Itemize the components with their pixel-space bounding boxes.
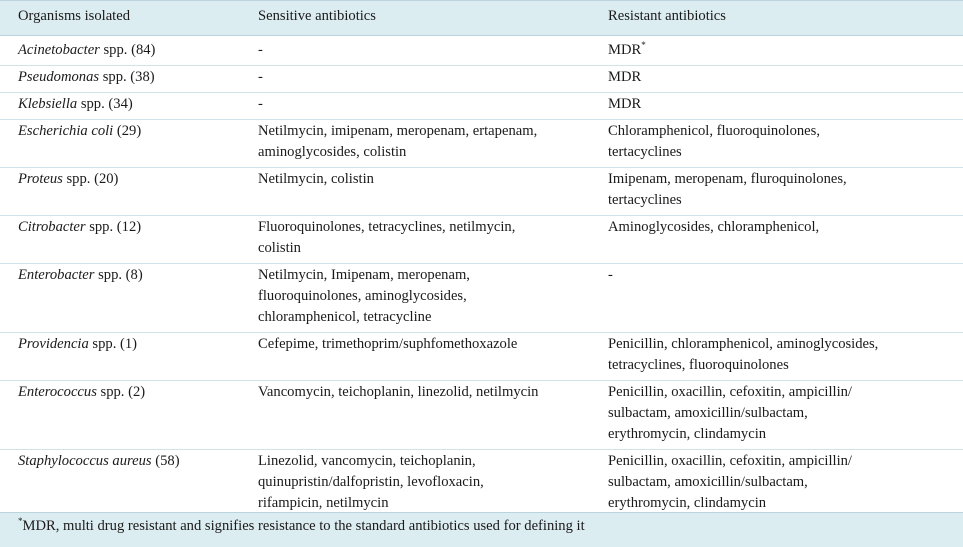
sensitive-cell xyxy=(246,93,596,120)
sensitive-line: rifampicin, netilmycin xyxy=(258,495,389,511)
organism-count: spp. (34) xyxy=(77,96,133,112)
sensitive-line: Cefepime, trimethoprim/suphfomethoxazole xyxy=(258,336,518,352)
resistant-line xyxy=(608,94,957,115)
organism-name: Acinetobacter xyxy=(18,42,100,58)
sensitive-line: aminoglycosides, colistin xyxy=(258,144,407,160)
sensitive-cell xyxy=(246,168,596,216)
organism-name: Staphylococcus aureus xyxy=(18,453,152,469)
sensitive-line: Fluoroquinolones, tetracyclines, netilmycin, xyxy=(258,219,516,235)
organism-cell xyxy=(0,381,246,450)
resistant-line xyxy=(608,493,957,514)
sensitive-line: quinupristin/dalfopristin, levofloxacin, xyxy=(258,474,484,490)
resistant-text: Penicillin, oxacillin, cefoxitin, ampicillin/ xyxy=(608,384,852,400)
organism-count: spp. (8) xyxy=(94,267,143,283)
organism-name: Enterococcus xyxy=(18,384,97,400)
header-row xyxy=(0,1,963,36)
resistant-cell xyxy=(596,264,963,333)
resistant-cell xyxy=(596,333,963,381)
resistant-line xyxy=(608,382,957,403)
resistant-text: - xyxy=(608,267,613,283)
table-header xyxy=(0,1,963,36)
organism-name: Pseudomonas xyxy=(18,69,100,85)
footnote-text: MDR, multi drug resistant and signifies resistance to the standard antibiotics used for defining it xyxy=(22,518,585,534)
table-row xyxy=(0,93,963,120)
sensitive-cell xyxy=(246,264,596,333)
resistant-cell xyxy=(596,93,963,120)
table-row xyxy=(0,264,963,333)
sensitive-line: Netilmycin, colistin xyxy=(258,171,374,187)
table-row xyxy=(0,216,963,264)
organism-name: Escherichia coli xyxy=(18,123,114,139)
resistant-text: sulbactam, amoxicillin/sulbactam, xyxy=(608,474,808,490)
resistant-text: Penicillin, chloramphenicol, aminoglycosides, xyxy=(608,336,879,352)
sensitive-cell xyxy=(246,120,596,168)
resistant-line xyxy=(608,169,957,190)
mdr-footnote-marker: * xyxy=(641,40,646,51)
organism-name: Citrobacter xyxy=(18,219,86,235)
resistant-line xyxy=(608,40,957,61)
resistant-cell xyxy=(596,66,963,93)
sensitive-line: Netilmycin, Imipenam, meropenam, xyxy=(258,267,470,283)
organism-name: Enterobacter xyxy=(18,267,95,283)
resistant-cell xyxy=(596,450,963,519)
resistant-text: Aminoglycosides, chloramphenicol, xyxy=(608,219,820,235)
table-row xyxy=(0,381,963,450)
footnote-marker: * xyxy=(18,516,23,527)
resistant-text: Imipenam, meropenam, fluroquinolones, xyxy=(608,171,847,187)
table-row xyxy=(0,168,963,216)
resistant-line xyxy=(608,451,957,472)
organism-name: Providencia xyxy=(18,336,89,352)
resistant-line xyxy=(608,265,957,286)
resistant-cell xyxy=(596,168,963,216)
sensitive-line: fluoroquinolones, aminoglycosides, xyxy=(258,288,467,304)
sensitive-line: - xyxy=(258,42,263,58)
table-row xyxy=(0,120,963,168)
resistant-cell xyxy=(596,36,963,66)
resistant-text: tertacyclines xyxy=(608,192,682,208)
organism-cell xyxy=(0,93,246,120)
header-sensitive: Sensitive antibiotics xyxy=(246,1,596,36)
resistant-text: MDR xyxy=(608,69,642,85)
header-organisms: Organisms isolated xyxy=(0,1,246,36)
resistant-line xyxy=(608,142,957,163)
sensitive-line: chloramphenicol, tetracycline xyxy=(258,309,432,325)
resistant-line xyxy=(608,217,957,238)
organism-cell xyxy=(0,450,246,519)
resistant-text: Chloramphenicol, fluoroquinolones, xyxy=(608,123,820,139)
organism-count: (58) xyxy=(151,453,180,469)
sensitive-cell xyxy=(246,66,596,93)
organism-count: spp. (84) xyxy=(99,42,156,58)
resistant-cell xyxy=(596,381,963,450)
header-resistant: Resistant antibiotics xyxy=(596,1,963,36)
sensitive-cell xyxy=(246,216,596,264)
organism-cell xyxy=(0,333,246,381)
organism-cell xyxy=(0,216,246,264)
organism-count: spp. (20) xyxy=(62,171,119,187)
organism-count: spp. (12) xyxy=(85,219,142,235)
sensitive-line: - xyxy=(258,96,263,112)
organism-name: Klebsiella xyxy=(18,96,78,112)
organism-cell xyxy=(0,36,246,66)
organism-count: (29) xyxy=(113,123,142,139)
organism-cell xyxy=(0,66,246,93)
organism-count: spp. (1) xyxy=(88,336,138,352)
organism-name: Proteus xyxy=(18,171,63,187)
organism-cell xyxy=(0,120,246,168)
sensitive-cell xyxy=(246,36,596,66)
resistant-text: erythromycin, clindamycin xyxy=(608,495,767,511)
resistant-line xyxy=(608,424,957,445)
resistant-line xyxy=(608,121,957,142)
resistant-line xyxy=(608,355,957,376)
resistant-text: Penicillin, oxacillin, cefoxitin, ampicillin/ xyxy=(608,453,852,469)
resistant-text: sulbactam, amoxicillin/sulbactam, xyxy=(608,405,808,421)
resistant-text: MDR xyxy=(608,42,642,58)
table-row xyxy=(0,450,963,519)
resistant-line xyxy=(608,334,957,355)
resistant-line xyxy=(608,67,957,88)
table-row xyxy=(0,333,963,381)
sensitive-cell xyxy=(246,333,596,381)
organism-cell xyxy=(0,168,246,216)
sensitive-line: - xyxy=(258,69,263,85)
sensitive-line: Linezolid, vancomycin, teichoplanin, xyxy=(258,453,476,469)
resistant-text: erythromycin, clindamycin xyxy=(608,426,767,442)
sensitive-line: colistin xyxy=(258,240,301,256)
resistant-cell xyxy=(596,120,963,168)
sensitive-cell xyxy=(246,450,596,519)
organism-count: spp. (38) xyxy=(99,69,155,85)
organism-count: spp. (2) xyxy=(96,384,146,400)
sensitive-line: Vancomycin, teichoplanin, linezolid, netilmycin xyxy=(258,384,539,400)
table-body xyxy=(0,36,963,519)
resistant-text: tetracyclines, fluoroquinolones xyxy=(608,357,789,373)
resistant-line xyxy=(608,403,957,424)
table-row xyxy=(0,66,963,93)
sensitive-cell xyxy=(246,381,596,450)
resistant-line xyxy=(608,190,957,211)
resistant-text: tertacyclines xyxy=(608,144,682,160)
table-row xyxy=(0,36,963,66)
organism-cell xyxy=(0,264,246,333)
resistant-text: MDR xyxy=(608,96,642,112)
table-footnote xyxy=(0,512,963,547)
sensitive-line: Netilmycin, imipenam, meropenam, ertapenam, xyxy=(258,123,538,139)
resistant-cell xyxy=(596,216,963,264)
resistant-line xyxy=(608,472,957,493)
